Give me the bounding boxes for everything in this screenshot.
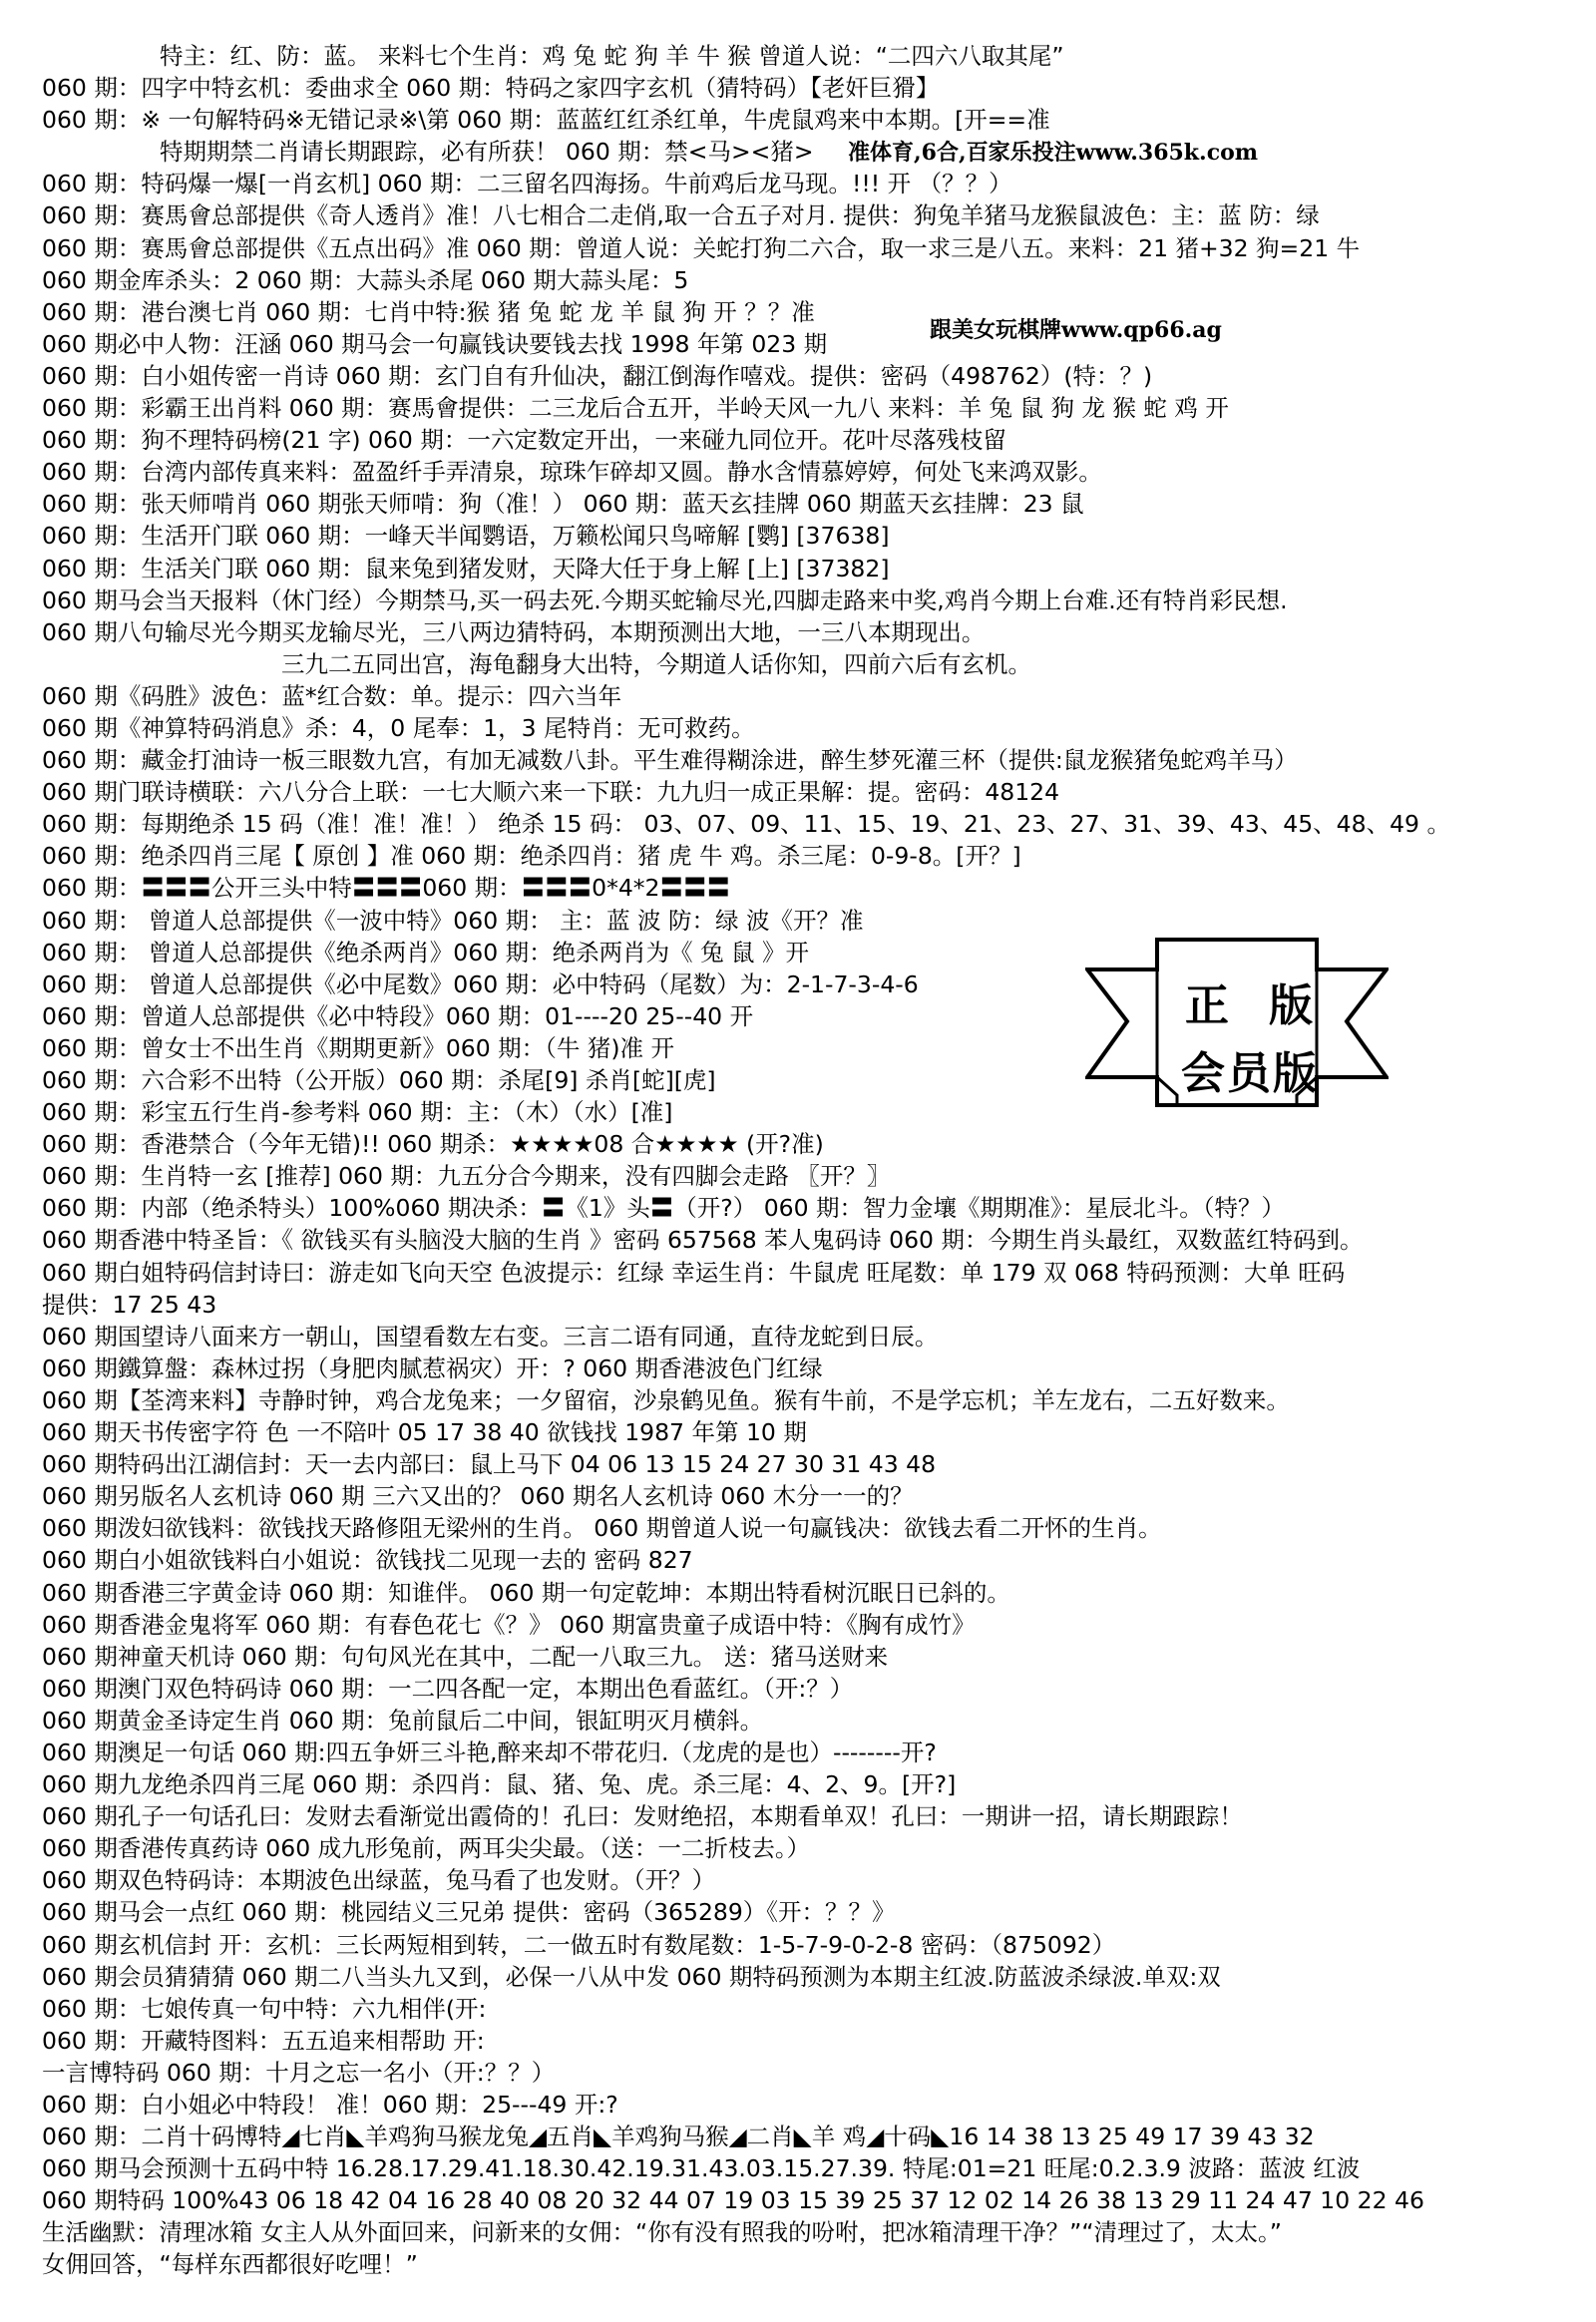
text-line: 060 期： 曾道人总部提供《必中尾数》060 期：必中特码（尾数）为：2-1-7-3-4-6 bbox=[42, 969, 919, 998]
text-line: 060 期：张天师啃肖 060 期张天师啃：狗（准！） 060 期：蓝天玄挂牌 060 期蓝天玄挂牌：23 鼠 bbox=[42, 490, 1084, 519]
text-line: 060 期白姐特码信封诗曰：游走如飞向天空 色波提示：红绿 幸运生肖：牛鼠虎 旺尾数：单 179 双 068 特码预测：大单 旺码 bbox=[42, 1258, 1346, 1287]
text-line: 060 期玄机信封 开：玄机：三长两短相到转，二一做五时有数尾数：1-5-7-9-0-2-8 密码：（875092） bbox=[42, 1930, 1116, 1959]
text-line: 060 期金库杀头：2 060 期：大蒜头杀尾 060 期大蒜头尾：5 bbox=[42, 265, 689, 294]
text-line: 060 期：绝杀四肖三尾【 原创 】准 060 期：绝杀四肖：猪 虎 牛 鸡。杀三尾：0-9-8。[开？] bbox=[42, 842, 1021, 871]
text-line: 060 期神童天机诗 060 期：句句风光在其中，二配一八取三九。 送：猪马送财来 bbox=[42, 1642, 889, 1671]
text-line: 060 期：七娘传真一句中特：六九相伴(开: bbox=[42, 1994, 487, 2023]
ad-banner-365k: 准体育,6合,百家乐投注www.365k.com bbox=[844, 136, 1262, 167]
text-line: 060 期门联诗横联：六八分合上联：一七大顺六来一下联：九九归一成正果解：提。密码：48124 bbox=[42, 778, 1060, 807]
text-line: 060 期特码出江湖信封：天一去内部曰：鼠上马下 04 06 13 15 24 27 30 31 43 48 bbox=[42, 1450, 937, 1479]
text-line: 060 期九龙绝杀四肖三尾 060 期：杀四肖：鼠、猪、兔、虎。杀三尾：4、2、9。[开?] bbox=[42, 1770, 957, 1799]
text-line: 060 期：曾道人总部提供《必中特段》060 期：01----20 25--40 开 bbox=[42, 1001, 754, 1030]
text-line: 女佣回答，“每样东西都很好吃哩！” bbox=[42, 2250, 418, 2279]
text-line: 060 期：※ 一句解特码※无错记录※\第 060 期：蓝蓝红红杀红单，牛虎鼠鸡来中本期。[开==准 bbox=[42, 106, 1050, 135]
text-line: 060 期天书传密字符 色 一不陪叶 05 17 38 40 欲钱找 1987 年第 10 期 bbox=[42, 1418, 807, 1447]
text-line: 060 期双色特码诗：本期波色出绿蓝，兔马看了也发财。（开？） bbox=[42, 1866, 716, 1895]
text-line: 060 期：内部（绝杀特头）100%060 期决杀：〓《1》头〓（开?） 060 期：智力金壤《期期准》：星辰北斗。（特？） bbox=[42, 1194, 1286, 1223]
text-line: 060 期鐵算盤：森林过拐（身肥肉腻惹祸灾）开：? 060 期香港波色门红绿 bbox=[42, 1354, 823, 1382]
text-lines bbox=[42, 40, 1578, 2281]
text-line: 060 期马会一点红 060 期：桃园结义三兄弟 提供：密码（365289）《开：？？》 bbox=[42, 1898, 896, 1927]
text-line: 060 期另版名人玄机诗 060 期 三六又出的？ 060 期名人玄机诗 060 木分一一的？ bbox=[42, 1482, 914, 1511]
text-line: 060 期：特码爆一爆[一肖玄机] 060 期：二三留名四海扬。牛前鸡后龙马现。!!! 开 （？？） bbox=[42, 170, 1012, 198]
text-line: 生活幽默：清理冰箱 女主人从外面回来，问新来的女佣：“你有没有照我的吩咐，把冰箱清理干净？”“清理过了，太太。” bbox=[42, 2218, 1282, 2247]
text-line: 060 期：六合彩不出特（公开版）060 期：杀尾[9] 杀肖[蛇][虎] bbox=[42, 1066, 716, 1094]
stamp-title: 正版 bbox=[1185, 980, 1353, 1031]
text-line: 060 期国望诗八面来方一朝山，国望看数左右变。三言二语有同通，直待龙蛇到日辰。 bbox=[42, 1322, 939, 1351]
text-line: 060 期：藏金打油诗一板三眼数九宫，有加无减数八卦。平生难得糊涂进，醉生梦死灌三杯（提供:鼠龙猴猪兔蛇鸡羊马） bbox=[42, 746, 1298, 775]
text-line: 特主：红、防：蓝。 来料七个生肖：鸡 兔 蛇 狗 羊 牛 猴 曾道人说：“二四六八取其尾” bbox=[160, 42, 1064, 70]
text-line: 060 期白小姐欲钱料白小姐说：欲钱找二见现一去的 密码 827 bbox=[42, 1546, 693, 1575]
text-line: 提供：17 25 43 bbox=[42, 1290, 217, 1319]
text-line: 060 期：港台澳七肖 060 期：七肖中特:猴 猪 兔 蛇 龙 羊 鼠 狗 开 ？？准 bbox=[42, 297, 815, 326]
text-line: 060 期黄金圣诗定生肖 060 期：兔前鼠后二中间，银缸明灭月横斜。 bbox=[42, 1706, 764, 1735]
edition-stamp bbox=[1085, 930, 1389, 1115]
text-line: 060 期： 曾道人总部提供《绝杀两肖》060 期：绝杀两肖为《 兔 鼠 》开 bbox=[42, 938, 810, 967]
text-line: 一言博特码 060 期：十月之忘一名小（开:？？） bbox=[42, 2058, 556, 2087]
text-line: 060 期香港中特圣旨：《 欲钱买有头脑没大脑的生肖 》密码 657568 苯人鬼码诗 060 期：今期生肖头最红，双数蓝红特码到。 bbox=[42, 1226, 1364, 1255]
text-line: 060 期必中人物：汪涵 060 期马会一句赢钱诀要钱去找 1998 年第 023 期 bbox=[42, 329, 828, 358]
text-line: 060 期：生活关门联 060 期：鼠来兔到猪发财，天降大任于身上解 [上] [37382] bbox=[42, 554, 890, 582]
text-line: 特期期禁二肖请长期跟踪，必有所获！ 060 期：禁<马><猪> bbox=[160, 138, 814, 167]
text-line: 060 期泼妇欲钱料：欲钱找天路修阻无梁州的生肖。 060 期曾道人说一句赢钱决：欲钱去看二开怀的生肖。 bbox=[42, 1514, 1162, 1543]
text-line: 060 期澳门双色特码诗 060 期：一二四各配一定，本期出色看蓝红。（开:？） bbox=[42, 1674, 854, 1703]
text-line: 060 期：赛馬會总部提供《五点出码》准 060 期：曾道人说：关蛇打狗二六合，取一求三是八五。来料：21 猪+32 狗=21 牛 bbox=[42, 233, 1361, 262]
stamp-subtitle: 会员版 bbox=[1181, 1048, 1319, 1099]
text-line: 060 期：香港禁合（今年无错)!! 060 期杀：★★★★08 合★★★★ (开?准) bbox=[42, 1130, 824, 1159]
text-line: 060 期：台湾内部传真来料：盈盈纤手弄清泉，琼珠乍碎却又圆。静水含情慕婷婷，何处飞来鸿双影。 bbox=[42, 458, 1102, 487]
text-line: 060 期：彩宝五行生肖-参考料 060 期：主：（木）（水）[准] bbox=[42, 1098, 673, 1127]
text-line: 060 期：每期绝杀 15 码（准！准！准！） 绝杀 15 码： 03、07、09、11、15、19、21、23、27、31、39、43、45、48、49 。 bbox=[42, 810, 1450, 839]
text-line: 060 期香港传真药诗 060 成九形兔前，两耳尖尖最。（送：一二折枝去。） bbox=[42, 1834, 811, 1863]
text-line: 060 期香港金鬼将军 060 期：有春色花七《？》 060 期富贵童子成语中特：《胸有成竹》 bbox=[42, 1610, 976, 1639]
text-line: 060 期特码 100%43 06 18 42 04 16 28 40 08 20 32 44 07 19 03 15 39 25 37 12 02 14 26 38 13 29 11 24 47 10 22 46 bbox=[42, 2186, 1424, 2215]
text-line: 060 期香港三字黄金诗 060 期：知谁伴。 060 期一句定乾坤：本期出特看树沉眠日已斜的。 bbox=[42, 1578, 1010, 1607]
text-line: 060 期会员猜猜猜 060 期二八当头九又到，必保一八从中发 060 期特码预测为本期主红波.防蓝波杀绿波.单双:双 bbox=[42, 1962, 1221, 1991]
text-line: 060 期八句输尽光今期买龙输尽光，三八两边猜特码，本期预测出大地，一三八本期现出。 bbox=[42, 617, 986, 646]
text-line: 060 期：生活开门联 060 期：一峰天半闻鹦语，万籁松闻只鸟啼解 [鹦] [37638] bbox=[42, 522, 890, 551]
text-line: 060 期：白小姐必中特段！ 准！060 期：25---49 开:? bbox=[42, 2091, 618, 2119]
text-line: 060 期：开藏特图料：五五追来相帮助 开: bbox=[42, 2026, 485, 2055]
text-line: 060 期【荃湾来料】寺静时钟，鸡合龙兔来；一夕留宿，沙泉鹤见鱼。猴有牛前，不是学忘机；羊左龙右，二五好数来。 bbox=[42, 1385, 1290, 1414]
text-line: 060 期：狗不理特码榜(21 字) 060 期：一六定数定开出，一来碰九同位开。花叶尽落残枝留 bbox=[42, 426, 1006, 455]
text-line: 060 期：〓〓〓公开三头中特〓〓〓060 期：〓〓〓0*4*2〓〓〓 bbox=[42, 874, 731, 903]
text-line: 060 期：赛馬會总部提供《奇人透肖》准！八七相合二走俏,取一合五子对月. 提供：狗兔羊猪马龙猴鼠波色：主：蓝 防：绿 bbox=[42, 201, 1320, 230]
text-line: 060 期《神算特码消息》杀：4，0 尾奉：1，3 尾特肖：无可救药。 bbox=[42, 713, 755, 742]
text-line: 060 期：四字中特玄机：委曲求全 060 期：特码之家四字玄机（猜特码）【老奸巨猾】 bbox=[42, 74, 940, 103]
text-line: 三九二五同出宫，海龟翻身大出特，今期道人话你知，四前六后有玄机。 bbox=[281, 649, 1031, 678]
text-line: 060 期：曾女士不出生肖《期期更新》060 期：（牛 猪)准 开 bbox=[42, 1033, 675, 1062]
text-line: 060 期：彩霸王出肖料 060 期：赛馬會提供：二三龙后合五开，半岭天风一九八 来料：羊 兔 鼠 狗 龙 猴 蛇 鸡 开 bbox=[42, 394, 1229, 423]
text-line: 060 期：生肖特一玄 [推荐] 060 期：九五分合今期来，没有四脚会走路 〖开？〗 bbox=[42, 1162, 891, 1191]
text-line: 060 期：白小姐传密一肖诗 060 期：玄门自有升仙决，翻江倒海作嘻戏。提供：密码（498762）(特：？) bbox=[42, 361, 1153, 390]
ad-banner-qp66: 跟美女玩棋牌www.qp66.ag bbox=[926, 313, 1226, 344]
text-line: 060 期《码胜》波色：蓝*红合数：单。提示：四六当年 bbox=[42, 681, 622, 710]
text-line: 060 期马会当天报料（休门经）今期禁马,买一码去死.今期买蛇输尽光,四脚走路来中奖,鸡肖今期上台难.还有特肖彩民想. bbox=[42, 585, 1288, 614]
text-line: 060 期：二肖十码博特◢七肖◣羊鸡狗马猴龙兔◢五肖◣羊鸡狗马猴◢二肖◣羊 鸡◢十码◣16 14 38 13 25 49 17 39 43 32 bbox=[42, 2123, 1315, 2151]
text-line: 060 期马会预测十五码中特 16.28.17.29.41.18.30.42.19.31.43.03.15.27.39. 特尾:01=21 旺尾:0.2.3.9 波路：蓝波 红波 bbox=[42, 2154, 1361, 2183]
text-line: 060 期孔子一句话孔曰：发财去看渐觉出霞倚的！孔曰：发财绝招，本期看单双！孔曰：一期讲一招，请长期跟踪！ bbox=[42, 1802, 1243, 1831]
text-line: 060 期： 曾道人总部提供《一波中特》060 期： 主：蓝 波 防：绿 波《开？准 bbox=[42, 906, 864, 935]
text-line: 060 期澳足一句话 060 期:四五争妍三斗艳,醉来却不带花归.（龙虎的是也）--------开? bbox=[42, 1738, 937, 1766]
